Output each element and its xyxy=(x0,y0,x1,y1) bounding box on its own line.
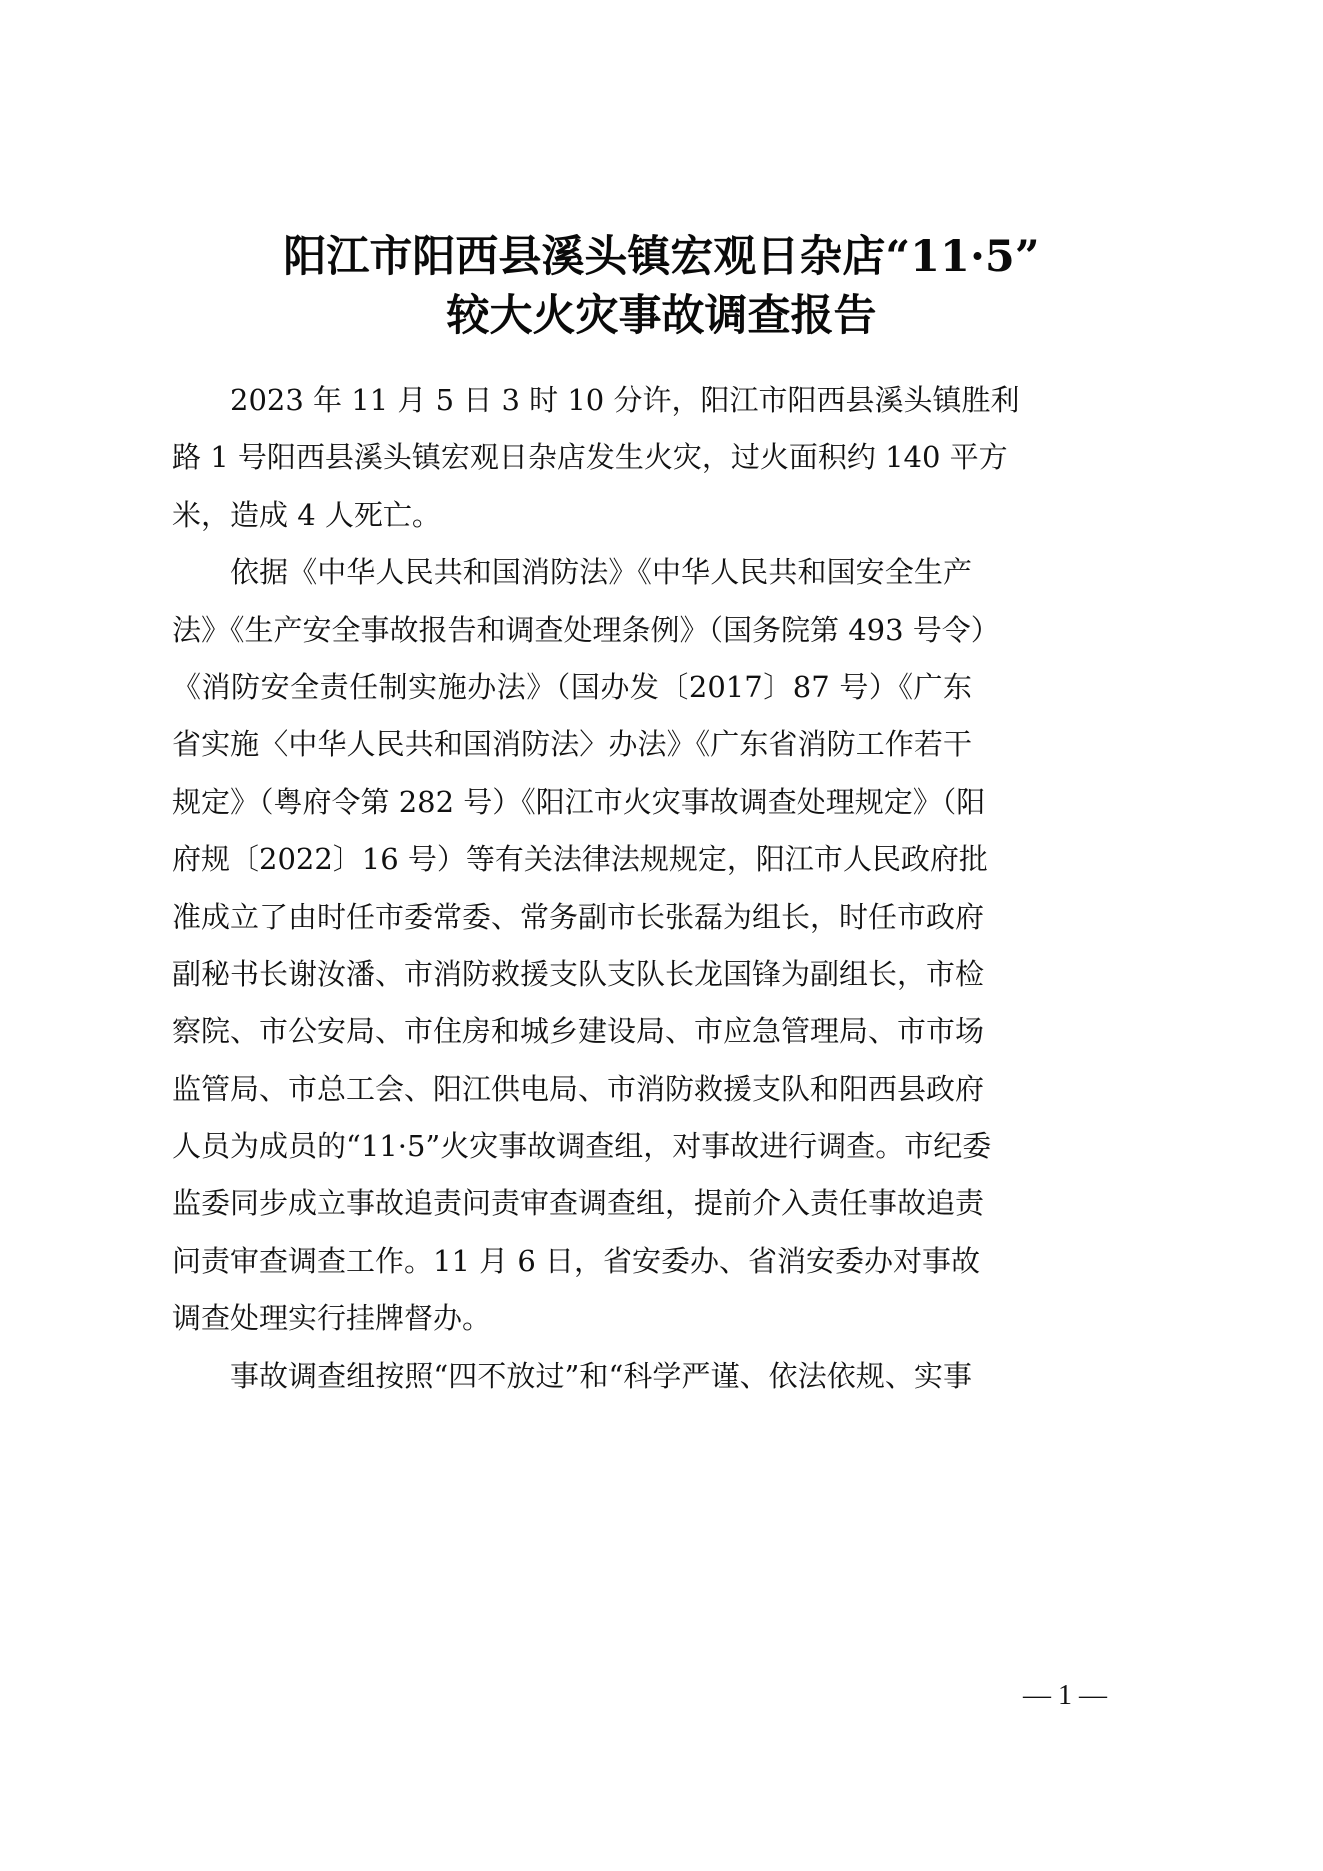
page-number: — 1 — xyxy=(1023,1680,1107,1711)
text-line: 副秘书长谢汝潘、市消防救援支队支队长龙国锋为副组长，市检 xyxy=(172,956,985,991)
report-title-line-1: 阳江市阳西县溪头镇宏观日杂店“11·5” xyxy=(283,232,1040,282)
text-line: 问责审查调查工作。11 月 6 日，省安委办、省消安委办对事故 xyxy=(172,1243,981,1278)
text-line: 府规〔2022〕16 号）等有关法律法规规定，阳江市人民政府批 xyxy=(172,842,988,877)
text-line: 准成立了由时任市委常委、常务副市长张磊为组长，时任市政府 xyxy=(172,899,985,934)
text-line: 规定》（粤府令第 282 号）《阳江市火灾事故调查处理规定》（阳 xyxy=(172,784,986,819)
text-line: 米，造成 4 人死亡。 xyxy=(172,497,441,532)
report-body xyxy=(172,372,1020,1405)
paragraph-incident-summary xyxy=(172,372,1020,544)
text-line: 察院、市公安局、市住房和城乡建设局、市应急管理局、市市场 xyxy=(172,1014,985,1049)
text-line: 法》《生产安全事故报告和调查处理条例》（国务院第 493 号令） xyxy=(172,612,1000,647)
text-line: 路 1 号阳西县溪头镇宏观日杂店发生火灾，过火面积约 140 平方 xyxy=(172,440,1008,475)
text-line: 人员为成员的“11·5”火灾事故调查组，对事故进行调查。市纪委 xyxy=(172,1129,992,1164)
text-line: 监委同步成立事故追责问责审查调查组，提前介入责任事故追责 xyxy=(172,1186,985,1221)
text-line: 调查处理实行挂牌督办。 xyxy=(172,1301,492,1336)
text-line: 依据《中华人民共和国消防法》《中华人民共和国安全生产 xyxy=(230,555,972,590)
text-line: 2023 年 11 月 5 日 3 时 10 分许，阳江市阳西县溪头镇胜利 xyxy=(230,383,1020,417)
paragraph-legal-basis xyxy=(172,544,1000,1347)
text-line: 监管局、市总工会、阳江供电局、市消防救援支队和阳西县政府 xyxy=(172,1071,985,1106)
text-line: 事故调查组按照“四不放过”和“科学严谨、依法依规、实事 xyxy=(230,1358,972,1393)
text-line: 《消防安全责任制实施办法》（国办发〔2017〕87 号）《广东 xyxy=(172,669,972,704)
text-line: 省实施〈中华人民共和国消防法〉办法》《广东省消防工作若干 xyxy=(172,727,972,762)
report-title-line-2: 较大火灾事故调查报告 xyxy=(446,291,877,341)
paragraph-investigation-principles xyxy=(172,1348,972,1405)
